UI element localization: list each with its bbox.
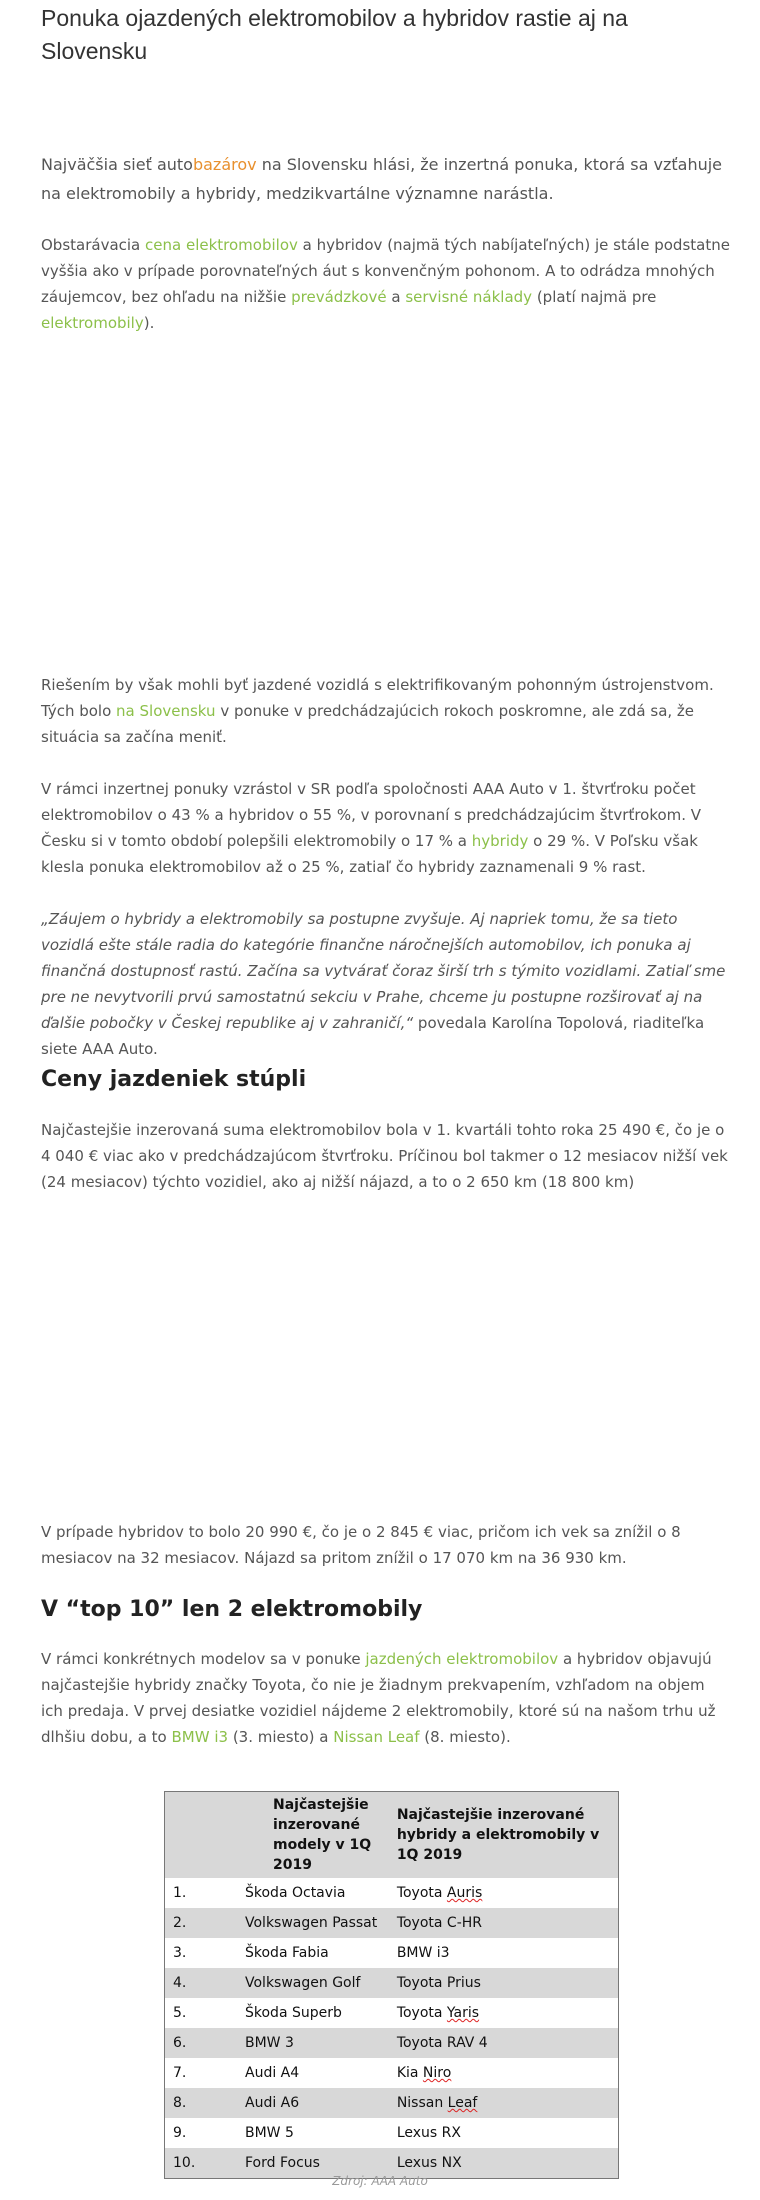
text: (8. miesto). <box>419 1728 511 1746</box>
model: BMW 3 <box>215 2028 391 2058</box>
section-heading-prices: Ceny jazdeniek stúpli <box>41 1067 307 1092</box>
hybrid-brand: Lexus NX <box>396 2155 462 2171</box>
model: Ford Focus <box>215 2148 391 2179</box>
article-title: Ponuka ojazdených elektromobilov a hybridov rastie aj na Slovensku <box>41 5 628 64</box>
rank: 6. <box>165 2028 216 2058</box>
paragraph-solution <box>41 672 731 750</box>
bazarov-link[interactable]: bazárov <box>192 155 257 174</box>
section-heading-top10: V “top 10” len 2 elektromobily <box>41 1597 423 1622</box>
rank: 8. <box>165 2088 216 2118</box>
elektromobily-link[interactable]: elektromobily <box>41 314 144 332</box>
rank: 2. <box>165 1908 216 1938</box>
table-row <box>165 2028 619 2058</box>
table-row <box>165 1908 619 1938</box>
rank: 1. <box>173 1885 187 1901</box>
text: o 29 %. V Poľsku však klesla ponuka elektromobilov až o 25 %, zatiaľ čo hybridy zaznamenali 9 % rast. <box>41 832 698 876</box>
model: Škoda Fabia <box>245 1945 329 1961</box>
text: na Slovensku hlási, že inzertná ponuka, ktorá sa vzťahuje na elektromobily a hybridy, medzikvartálne významne narástla. <box>41 155 723 203</box>
hybrid-brand: Toyota C-HR <box>396 1915 483 1931</box>
model: Volkswagen Passat <box>215 1908 391 1938</box>
hybridy-link[interactable]: hybridy <box>471 832 529 850</box>
hybrid-brand: Lexus RX <box>396 2125 461 2141</box>
rank: 10. <box>165 2148 216 2179</box>
rank: 4. <box>165 1968 216 1998</box>
intro-paragraph <box>41 150 731 208</box>
paragraph-models <box>41 1646 731 1750</box>
model: Škoda Octavia <box>245 1885 346 1901</box>
rank: 9. <box>173 2125 187 2141</box>
hybrid-name: Yaris <box>446 2005 480 2021</box>
model: Volkswagen Golf <box>215 1968 391 1998</box>
hybrid <box>391 2058 619 2088</box>
nissan-leaf-link[interactable]: Nissan Leaf <box>333 1728 420 1746</box>
table-row <box>165 1938 619 1968</box>
na-slovensku-link[interactable]: na Slovensku <box>116 702 216 720</box>
model: Audi A4 <box>245 2065 300 2081</box>
text: Obstarávacia <box>41 236 146 254</box>
hybrid-name: Auris <box>446 1885 483 1901</box>
hybrid <box>391 2088 619 2118</box>
rank: 3. <box>173 1945 187 1961</box>
hybrid-name: Niro <box>422 2065 452 2081</box>
servisne-naklady-link[interactable]: servisné náklady <box>405 288 533 306</box>
table-header-empty <box>165 1792 216 1879</box>
text: Najväčšia sieť auto <box>41 155 193 174</box>
hybrid <box>391 1938 619 1968</box>
hybrid <box>391 2028 619 2058</box>
hybrid <box>391 1878 619 1908</box>
text: a hybridov (najmä tých nabíjateľných) je stále podstatne vyššia ako v prípade porovnateľných áut s konvenčným pohonom. A to odrádza mnohých záujemcov, bez ohľadu na nižšie <box>41 236 730 306</box>
hybrid-brand: Toyota RAV 4 <box>396 2035 488 2051</box>
text: (platí najmä pre <box>532 288 657 306</box>
bmw-i3-link[interactable]: BMW i3 <box>171 1728 229 1746</box>
text: ). <box>143 314 155 332</box>
model: Audi A6 <box>215 2088 391 2118</box>
top10-table <box>164 1791 619 2179</box>
prevadzkove-link[interactable]: prevádzkové <box>291 288 387 306</box>
table-header-row <box>165 1792 619 1879</box>
paragraph-stats <box>41 776 731 880</box>
hybrid <box>391 1998 619 2028</box>
table-row <box>165 2058 619 2088</box>
rank: 7. <box>173 2065 187 2081</box>
table-row <box>165 1968 619 1998</box>
quote-text: „Záujem o hybridy a elektromobily sa postupne zvyšuje. Aj napriek tomu, že sa tieto vozidlá ešte stále radia do kategórie finančne náročnejších automobilov, ich ponuka aj finančná dostupnosť rastú. Začína sa vytvárať čoraz širší trh s týmito vozidlami. Zatiaľ sme pre ne nevytvorili prvú samostatnú sekciu v Prahe, chceme ju postupne rozširovať aj na ďalšie pobočky v Českej republike aj v zahraničí,“ <box>41 910 726 1032</box>
model: BMW 5 <box>245 2125 294 2141</box>
table-row <box>165 2088 619 2118</box>
hybrid-brand: Nissan <box>396 2095 448 2111</box>
table-header-models: Najčastejšie inzerované modely v 1Q 2019 <box>215 1792 391 1879</box>
paragraph-price <box>41 232 731 336</box>
text: v ponuke v predchádzajúcich rokoch poskromne, ale zdá sa, že situácia sa začína meniť. <box>41 702 695 746</box>
hybrid-brand: Toyota <box>396 1885 447 1901</box>
hybrid-brand: BMW i3 <box>396 1945 450 1961</box>
hybrid-brand: Toyota Prius <box>396 1975 481 1991</box>
hybrid-brand: Kia <box>396 2065 423 2081</box>
text: Riešením by však mohli byť jazdené vozidlá s elektrifikovaným pohonným ústrojenstvom. Tých bolo <box>41 676 714 720</box>
text: a <box>386 288 406 306</box>
quote-attribution: povedala Karolína Topolová, riaditeľka siete AAA Auto. <box>41 1014 705 1058</box>
table-header-hybrids: Najčastejšie inzerované hybridy a elektromobily v 1Q 2019 <box>391 1792 619 1879</box>
text: (3. miesto) a <box>228 1728 334 1746</box>
hybrid <box>391 1908 619 1938</box>
hybrid-name: Leaf <box>447 2095 478 2111</box>
hybrid-brand: Toyota <box>396 2005 447 2021</box>
text: V rámci inzertnej ponuky vzrástol v SR podľa spoločnosti AAA Auto v 1. štvrťroku počet elektromobilov o 43 % a hybridov o 55 %, v porovnaní s predchádzajúcim štvrťrokom. V Česku si v tomto období polepšili elektromobily o 17 % a <box>41 780 702 850</box>
hybrid <box>391 1968 619 1998</box>
jazdenych-elektromobilov-link[interactable]: jazdených elektromobilov <box>365 1650 559 1668</box>
model: Škoda Superb <box>245 2005 342 2021</box>
table-row <box>165 1998 619 2028</box>
table-row <box>165 1878 619 1908</box>
text: a hybridov objavujú najčastejšie hybridy značky Toyota, čo nie je žiadnym prekvapením, vzhľadom na objem ich predaja. V prvej desiatke vozidiel nájdeme 2 elektromobily, ktoré sú na našom trhu už dlhšiu dobu, a to <box>41 1650 716 1746</box>
paragraph-quote <box>41 906 731 1062</box>
paragraph-hybrid-prices: V prípade hybridov to bolo 20 990 €, čo je o 2 845 € viac, pričom ich vek sa znížil o 8 mesiacov na 32 mesiacov. Nájazd sa pritom znížil o 17 070 km na 36 930 km. <box>41 1523 681 1567</box>
table-source-caption: Zdroj: AAA Auto <box>332 2174 428 2188</box>
paragraph-ev-prices: Najčastejšie inzerovaná suma elektromobilov bola v 1. kvartáli tohto roka 25 490 €, čo je o 4 040 € viac ako v predchádzajúcom štvrťroku. Príčinou bol takmer o 12 mesiacov nižší vek (24 mesiacov) týchto vozidiel, ako aj nižší nájazd, a to o 2 650 km (18 800 km) <box>41 1121 728 1191</box>
rank: 5. <box>173 2005 187 2021</box>
table-row <box>165 2118 619 2148</box>
hybrid <box>391 2118 619 2148</box>
cena-elektromobilov-link[interactable]: cena elektromobilov <box>145 236 298 254</box>
text: V rámci konkrétnych modelov sa v ponuke <box>41 1650 366 1668</box>
